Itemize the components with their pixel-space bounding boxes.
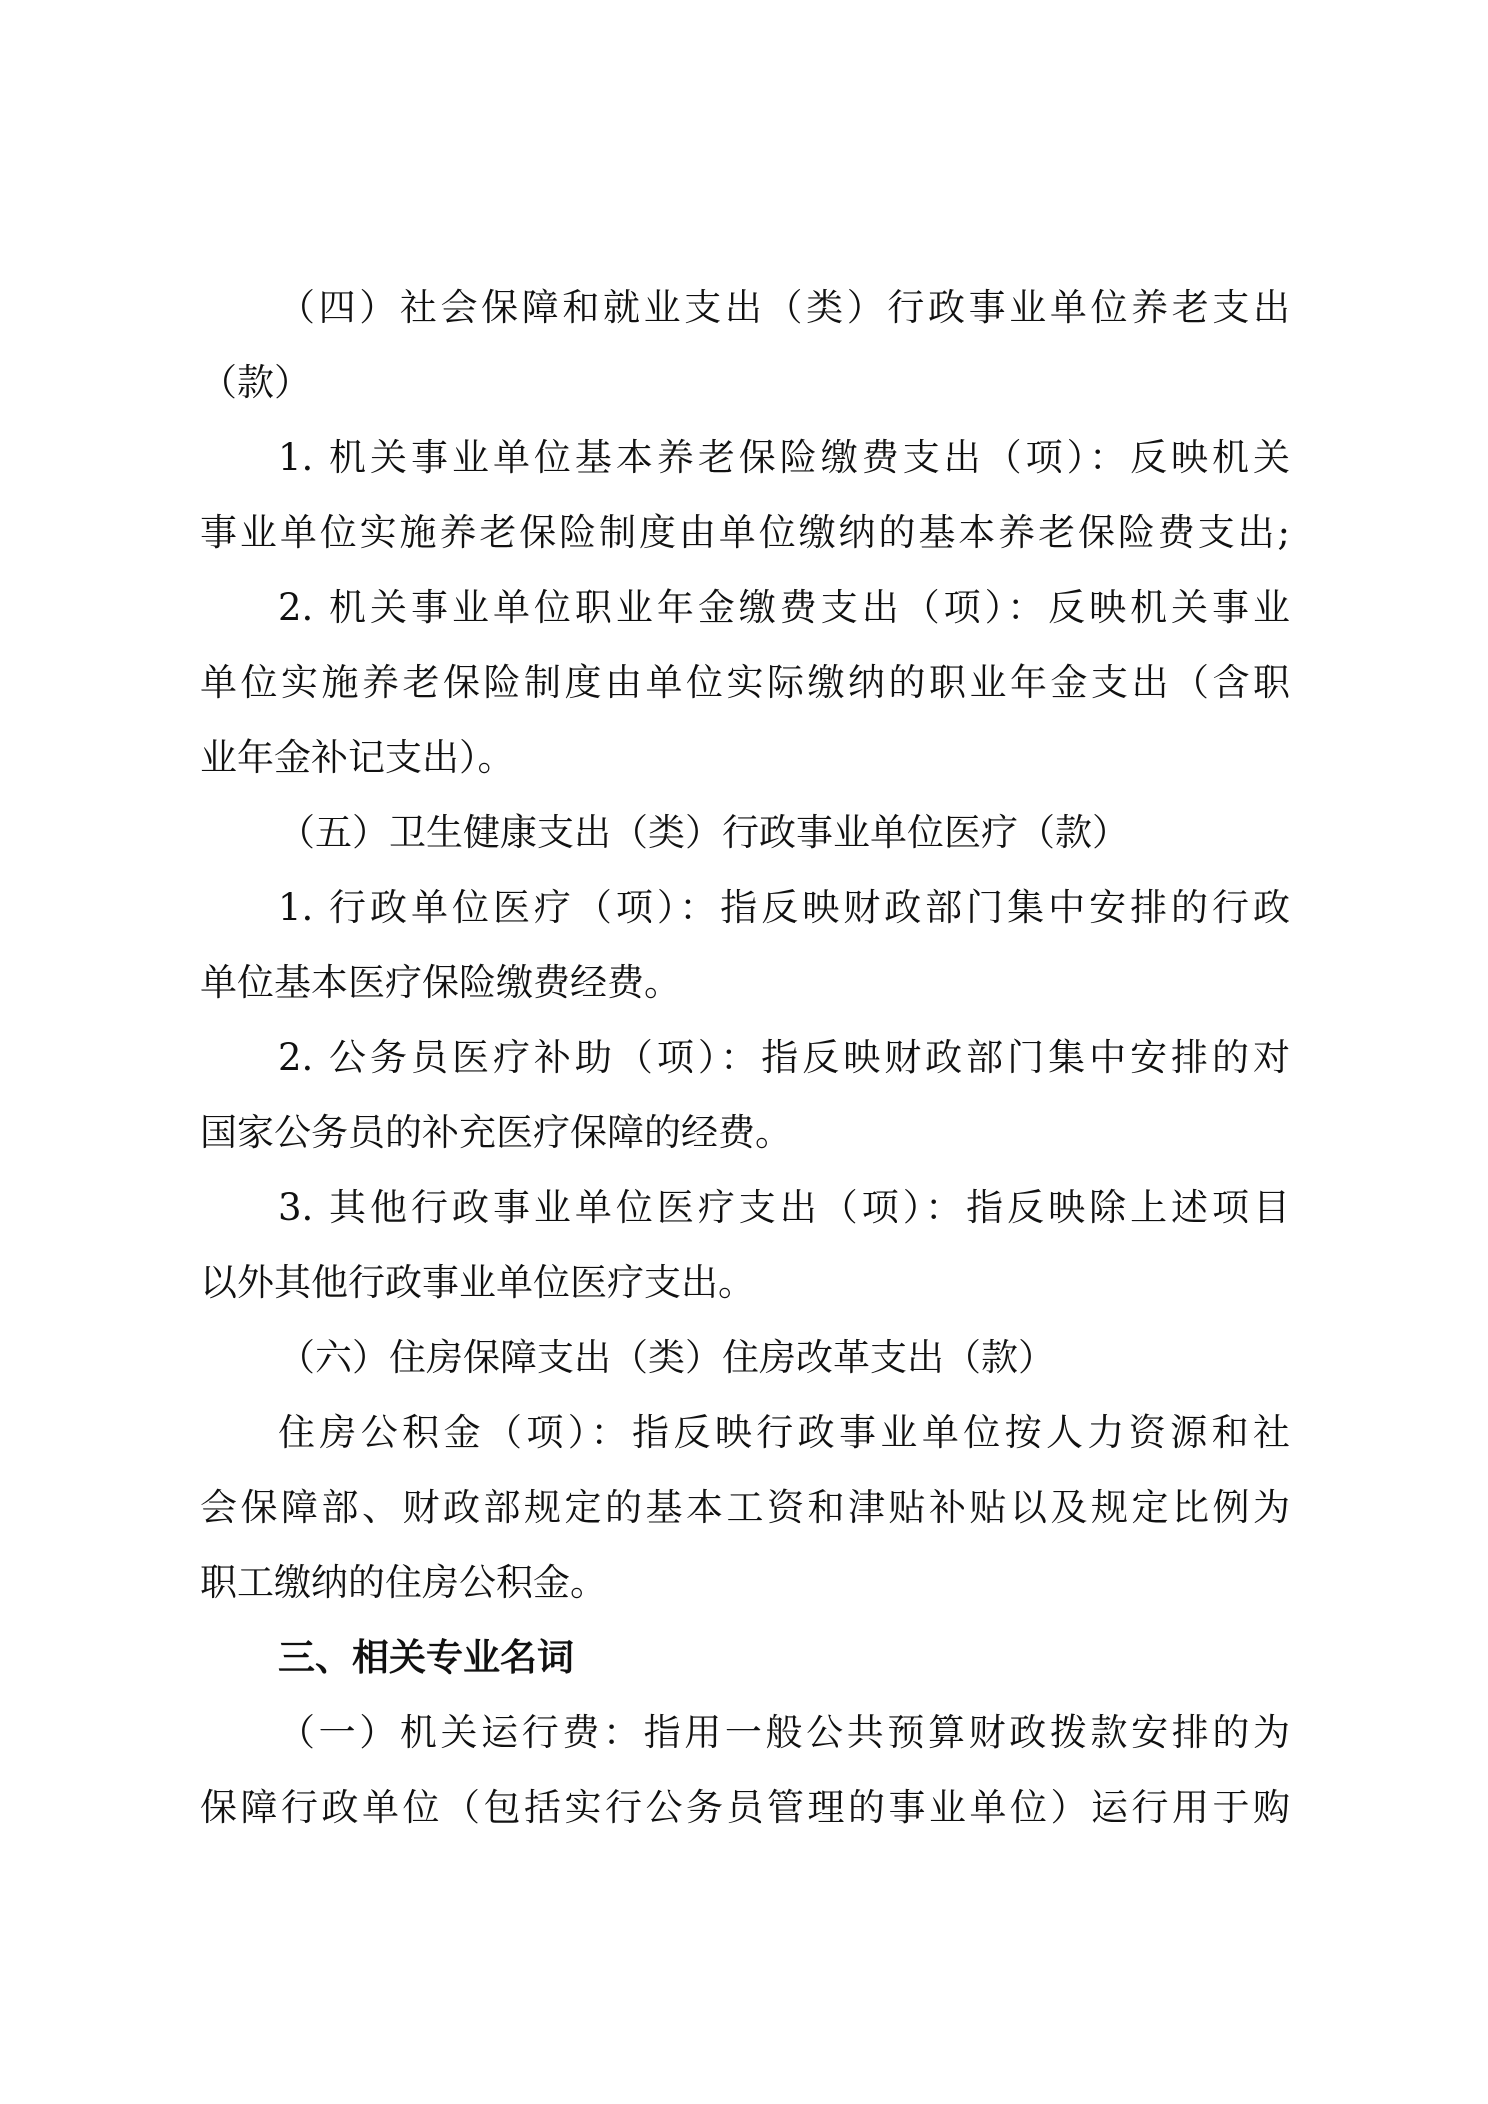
paragraph-line: 单位基本医疗保险缴费经费。 [200, 961, 681, 1004]
paragraph-line: 单位实施养老保险制度由单位实际缴纳的职业年金支出（含职 [200, 661, 1290, 704]
section-heading-social-security-cont: （款） [200, 361, 311, 404]
section-heading-terms: 三、相关专业名词 [278, 1636, 574, 1679]
paragraph-line: 以外其他行政事业单位医疗支出。 [200, 1261, 755, 1304]
paragraph-line: 2. 公务员医疗补助（项）：指反映财政部门集中安排的对 [278, 1036, 1290, 1079]
paragraph-line: 1. 行政单位医疗（项）：指反映财政部门集中安排的行政 [278, 886, 1290, 929]
paragraph-line: 2. 机关事业单位职业年金缴费支出（项）：反映机关事业 [278, 586, 1290, 629]
paragraph-line: 住房公积金（项）：指反映行政事业单位按人力资源和社 [278, 1411, 1290, 1454]
paragraph-line: 国家公务员的补充医疗保障的经费。 [200, 1111, 792, 1154]
paragraph-line: （一）机关运行费：指用一般公共预算财政拨款安排的为 [278, 1711, 1290, 1754]
paragraph-line: 业年金补记支出）。 [200, 736, 515, 779]
paragraph-line: 1. 机关事业单位基本养老保险缴费支出（项）：反映机关 [278, 436, 1290, 479]
section-heading-social-security: （四）社会保障和就业支出（类）行政事业单位养老支出 [278, 286, 1290, 329]
paragraph-line: 事业单位实施养老保险制度由单位缴纳的基本养老保险费支出; [200, 511, 1290, 554]
section-heading-housing: （六）住房保障支出（类）住房改革支出（款） [278, 1336, 1055, 1379]
paragraph-line: 3. 其他行政事业单位医疗支出（项）：指反映除上述项目 [278, 1186, 1290, 1229]
paragraph-line: 职工缴纳的住房公积金。 [200, 1561, 607, 1604]
paragraph-line: 会保障部、财政部规定的基本工资和津贴补贴以及规定比例为 [200, 1486, 1290, 1529]
section-heading-health: （五）卫生健康支出（类）行政事业单位医疗（款） [278, 811, 1129, 854]
paragraph-line: 保障行政单位（包括实行公务员管理的事业单位）运行用于购 [200, 1786, 1290, 1829]
